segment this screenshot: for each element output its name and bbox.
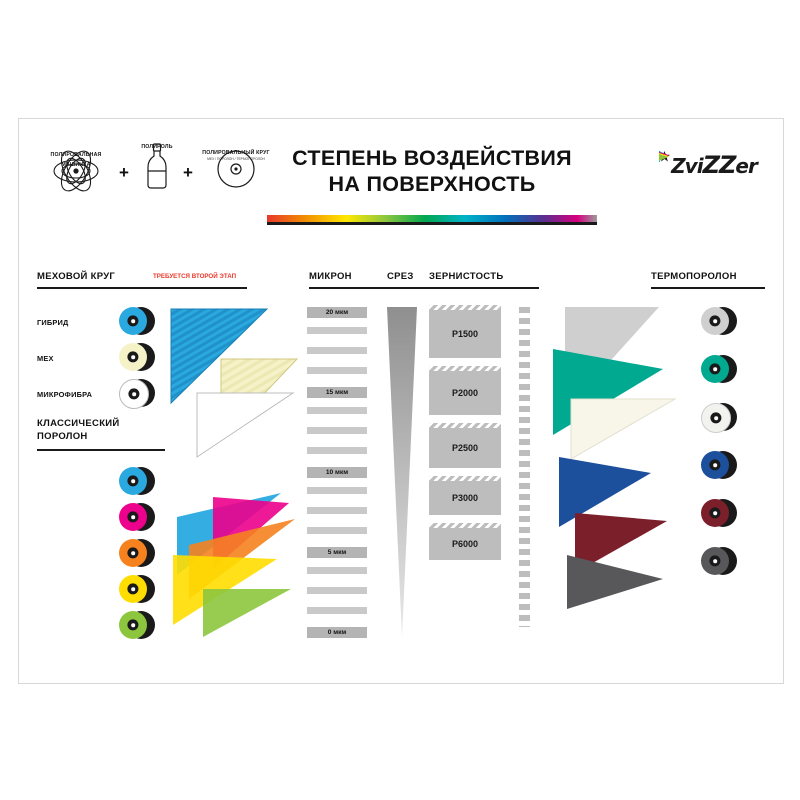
header-icon-group	[37, 141, 270, 221]
foam-pad-4[interactable]	[119, 611, 147, 639]
micron-tick-13	[307, 567, 367, 574]
divider-middle	[309, 287, 539, 289]
polishing-machine-icon-block	[37, 149, 115, 169]
micron-tick-label-15: 15 мкм	[325, 389, 349, 396]
brand-logo	[659, 151, 769, 184]
foam-pad-0[interactable]	[119, 467, 147, 495]
divider-fur	[37, 287, 247, 289]
foam-pad-1[interactable]	[119, 503, 147, 531]
thermo-pad-2-center	[714, 416, 718, 420]
thermo-pad-4[interactable]	[701, 499, 729, 527]
column-note-fur: ТРЕБУЕТСЯ ВТОРОЙ ЭТАП	[153, 273, 237, 280]
fur-pad-0-center	[131, 319, 135, 323]
foam-pad-1-center	[131, 515, 135, 519]
micron-tick-1	[307, 327, 367, 334]
thermo-pad-5-center	[713, 559, 717, 563]
thermo-pad-0-center	[713, 319, 717, 323]
grit-box-2: P2500	[429, 428, 501, 468]
rainbow-bar	[267, 215, 597, 222]
brand-logo-text	[659, 151, 769, 179]
thermo-pad-2[interactable]	[701, 403, 731, 433]
micron-tick-2	[307, 347, 367, 354]
flag-green-icon	[659, 151, 668, 162]
column-label-grain: ЗЕРНИСТОСТЬ	[429, 271, 504, 282]
polishing-machine-icon	[37, 149, 115, 193]
fur-row-label-1: МЕХ	[37, 354, 54, 363]
micron-tick-9	[307, 487, 367, 494]
machine-caption-2: МАШИНКА	[61, 162, 91, 168]
pad-caption-sub: МЕХ / ПОРОЛОН / ТЕРМОПОРОЛОН	[207, 157, 265, 161]
micron-scale	[307, 307, 367, 636]
fur-pad-2[interactable]	[119, 379, 149, 409]
micron-tick-14	[307, 587, 367, 594]
foam-heading	[37, 417, 120, 443]
thermo-pad-5[interactable]	[701, 547, 729, 575]
fur-pad-2-center	[132, 392, 136, 396]
grit-box-0: P1500	[429, 310, 501, 358]
rainbow-bar-black	[267, 222, 597, 225]
fur-row-label-2: МИКРОФИБРА	[37, 390, 93, 399]
fur-pad-1-center	[131, 355, 135, 359]
fur-row-label-0: ГИБРИД	[37, 318, 69, 327]
micron-tick-15	[307, 607, 367, 614]
divider-thermo	[651, 287, 765, 289]
brand-logo-text-c: er	[735, 154, 757, 178]
fur-pad-0[interactable]	[119, 307, 147, 335]
foam-pad-2[interactable]	[119, 539, 147, 567]
micron-tick-7	[307, 447, 367, 454]
polishing-pad-icon	[199, 147, 273, 193]
micron-tick-10	[307, 507, 367, 514]
thermo-pad-3[interactable]	[701, 451, 729, 479]
micron-tick-label-10: 10 мкм	[325, 469, 349, 476]
brand-logo-text-b: ZZ	[702, 151, 736, 179]
page-title-line1: СТЕПЕНЬ ВОЗДЕЙСТВИЯ	[292, 146, 572, 170]
plus-icon-2: +	[183, 163, 193, 182]
foam-heading-line2: ПОРОЛОН	[37, 431, 88, 442]
foam-pad-3-center	[131, 587, 135, 591]
thermo-pad-1[interactable]	[701, 355, 729, 383]
poster-sheet	[18, 118, 784, 684]
bottle-caption: ПОЛИРОЛЬ	[141, 144, 173, 150]
polish-bottle-icon-block	[135, 141, 179, 151]
foam-pad-4-center	[131, 623, 135, 627]
micron-tick-label-5: 5 мкм	[327, 549, 347, 556]
grit-box-1: P2000	[429, 371, 501, 415]
grit-box-3: P3000	[429, 481, 501, 515]
thermo-pad-0[interactable]	[701, 307, 729, 335]
foam-heading-line1: КЛАССИЧЕСКИЙ	[37, 418, 120, 429]
cut-gradient-triangle	[385, 307, 419, 637]
grit-dash-column	[519, 307, 530, 627]
page-title	[267, 145, 597, 197]
polishing-pad-icon-block	[199, 147, 273, 162]
micron-tick-11	[307, 527, 367, 534]
micron-tick-3	[307, 367, 367, 374]
fur-pad-1[interactable]	[119, 343, 147, 371]
thermo-pad-1-center	[713, 367, 717, 371]
foam-pad-2-center	[131, 551, 135, 555]
column-label-micron: МИКРОН	[309, 271, 352, 282]
machine-caption-1: ПОЛИРОВАЛЬНАЯ	[50, 152, 102, 158]
page-title-line2: НА ПОВЕРХНОСТЬ	[328, 172, 536, 196]
column-label-fur: МЕХОВОЙ КРУГ	[37, 271, 116, 282]
micron-tick-5	[307, 407, 367, 414]
pad-caption: ПОЛИРОВАЛЬНЫЙ КРУГ	[202, 150, 270, 156]
micron-tick-6	[307, 427, 367, 434]
grit-box-4: P6000	[429, 528, 501, 560]
polish-bottle-icon	[135, 141, 179, 193]
poster-header	[19, 119, 783, 249]
foam-pad-0-center	[131, 479, 135, 483]
foam-pad-3[interactable]	[119, 575, 147, 603]
thermo-pad-4-center	[713, 511, 717, 515]
brand-logo-text-a: Zvi	[671, 154, 703, 178]
left-wedge-chart	[169, 307, 329, 657]
plus-icon-1: +	[119, 163, 129, 182]
divider-foam	[37, 449, 165, 451]
column-label-thermo: ТЕРМОПОРОЛОН	[651, 271, 737, 282]
micron-tick-label-20: 20 мкм	[325, 309, 349, 316]
right-wedge-chart	[547, 307, 697, 657]
thermo-pad-3-center	[713, 463, 717, 467]
micron-tick-label-0: 0 мкм	[327, 629, 347, 636]
column-label-cut: СРЕЗ	[387, 271, 414, 282]
